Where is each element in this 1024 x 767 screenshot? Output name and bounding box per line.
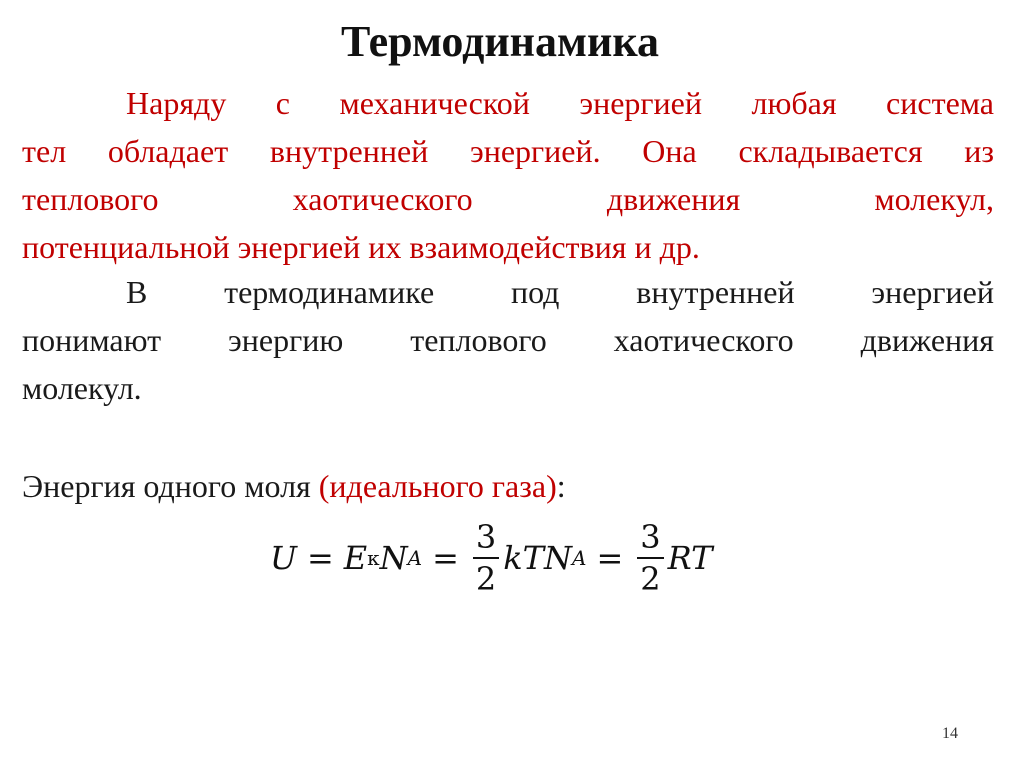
- paragraph-line: потенциальной энергией их взаимодействия и др.: [22, 229, 700, 265]
- paragraph-line: молекул.: [22, 370, 142, 406]
- paragraph-line: тел обладает внутренней энергией. Она складывается из: [22, 133, 994, 169]
- energy-formula: U = E к N A = $\frac{3}{2}$ kT N A = $\frac{3}{2}$ RT: [270, 518, 713, 598]
- energy-mole-label: Энергия одного моля (идеального газа):: [22, 468, 566, 504]
- slide-title: Термодинамика: [340, 17, 660, 66]
- page-number: 14: [942, 725, 958, 742]
- paragraph-thermodynamics-definition: [22, 268, 994, 412]
- paragraph-line: В термодинамике под внутренней энергией: [126, 274, 994, 310]
- paragraph-line: Наряду с механической энергией любая система: [126, 85, 994, 121]
- fraction-three-halves: $\frac{3}{2}$: [637, 517, 663, 599]
- paragraph-internal-energy: [22, 79, 994, 271]
- paragraph-line: теплового хаотического движения молекул,: [22, 181, 994, 217]
- paragraph-line: понимают энергию теплового хаотического движения: [22, 322, 994, 358]
- ideal-gas-note: (идеального газа): [318, 468, 557, 504]
- fraction-three-halves: $\frac{3}{2}$: [473, 517, 499, 599]
